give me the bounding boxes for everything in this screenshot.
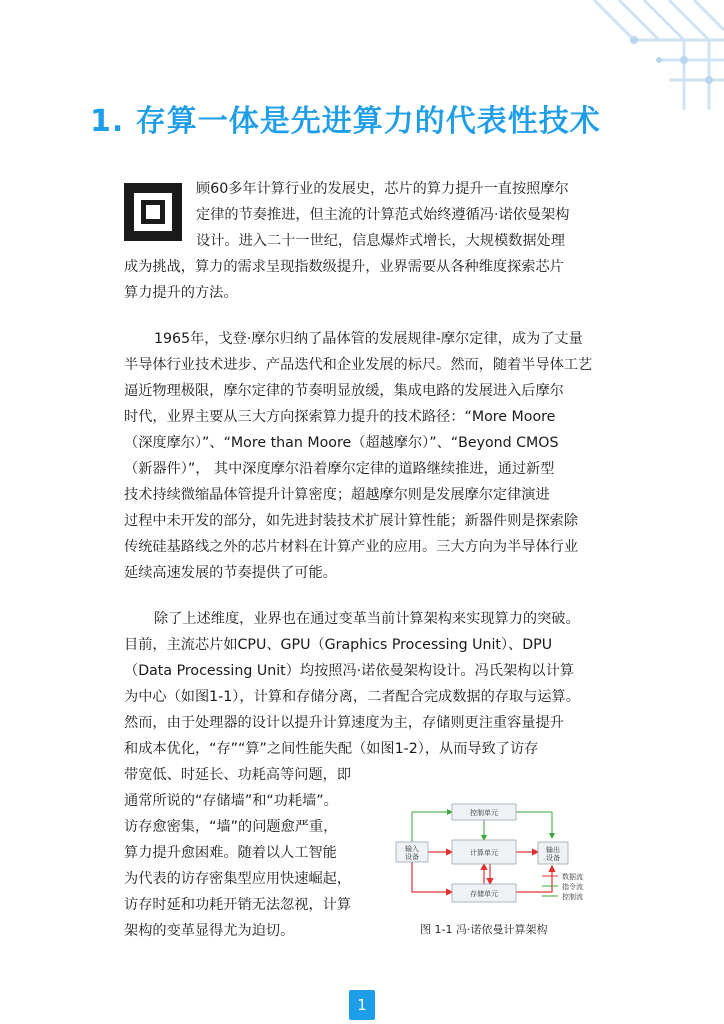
input-device-label-1: 输入 [405, 845, 419, 853]
output-device-label-2: 设备 [546, 854, 560, 862]
figure-caption: 图 1-1 冯·诺依曼计算架构 [420, 923, 548, 936]
paragraph-3-narrow [124, 762, 351, 944]
text-line: 目前，主流芯片如CPU、GPU（Graphics Processing Unit）、DPU [124, 637, 553, 653]
paragraph-2 [124, 326, 592, 586]
text-line: 逼近物理极限，摩尔定律的节奏明显放缓，集成电路的发展进入后摩尔 [124, 383, 564, 399]
text-line: 技术持续微缩晶体管提升计算密度；超越摩尔则是发展摩尔定律演进 [124, 487, 550, 503]
text-line: 算力提升的方法。 [124, 285, 238, 301]
circuit-decoration [574, 0, 724, 110]
text-line: 访存时延和功耗开销无法忽视，计算 [124, 897, 352, 913]
text-line: 设计。进入二十一世纪，信息爆炸式增长，大规模数据处理 [196, 233, 565, 249]
legend-instruction-flow: 指令流 [562, 883, 583, 891]
paragraph-3 [124, 606, 580, 762]
text-line: 1965年，戈登·摩尔归纳了晶体管的发展规律-摩尔定律，成为了丈量 [154, 331, 583, 347]
legend-data-flow: 数据流 [562, 873, 583, 881]
control-unit-label: 控制单元 [470, 809, 498, 817]
text-line: 顾60多年计算行业的发展史，芯片的算力提升一直按照摩尔 [196, 181, 569, 197]
text-line: 过程中未开发的部分，如先进封装技术扩展计算性能；新器件则是探索除 [124, 513, 579, 529]
text-line: 成为挑战，算力的需求呈现指数级提升，业界需要从各种维度探索芯片 [124, 259, 564, 275]
legend-control-flow: 控制流 [562, 893, 583, 901]
text-line: 时代，业界主要从三大方向探索算力提升的技术路径：“More Moore [124, 409, 556, 425]
text-line: 延续高速发展的节奏提供了可能。 [124, 565, 337, 581]
text-line: （Data Processing Unit）均按照冯·诺依曼架构设计。冯氏架构以计算 [124, 663, 574, 679]
text-line: 定律的节奏推进，但主流的计算范式始终遵循冯·诺依曼架构 [196, 207, 570, 223]
text-line: 为中心（如图1-1），计算和存储分离，二者配合完成数据的存取与运算。 [124, 689, 580, 705]
drop-cap-glyph [124, 183, 182, 241]
text-line: 架构的变革显得尤为迫切。 [124, 923, 295, 939]
text-line: 通常所说的“存储墙”和“功耗墙”。 [124, 793, 338, 809]
text-line: 算力提升愈困难。随着以人工智能 [124, 845, 337, 861]
input-device-label-2: 设备 [405, 853, 419, 861]
paragraph-1-top [196, 176, 569, 254]
text-line: （新器件）”， 其中深度摩尔沿着摩尔定律的道路继续推进，通过新型 [124, 461, 555, 477]
paragraph-1-rest [124, 254, 564, 306]
storage-unit-label: 存储单元 [470, 890, 498, 898]
section-title: 1. 存算一体是先进算力的代表性技术 [90, 104, 601, 139]
text-line: 传统硅基路线之外的芯片材料在计算产业的应用。三大方向为半导体行业 [124, 539, 579, 555]
text-line: 除了上述维度，业界也在通过变革当前计算架构来实现算力的突破。 [154, 611, 580, 627]
text-line: 半导体行业技术进步、产品迭代和企业发展的标尺。然而，随着半导体工艺 [124, 357, 593, 373]
text-line: 访存愈密集，“墙”的问题愈严重， [124, 819, 338, 835]
output-device-label-1: 输出 [546, 846, 560, 854]
von-neumann-diagram [392, 800, 612, 910]
text-line: （深度摩尔）”、“More than Moore（超越摩尔）”、“Beyond CMOS [124, 435, 559, 451]
text-line: 带宽低、时延长、功耗高等问题，即 [124, 767, 352, 783]
page-number: 1 [349, 990, 375, 1020]
text-line: 和成本优化，“存”“算”之间性能失配（如图1-2），从而导致了访存 [124, 741, 539, 757]
text-line: 然而，由于处理器的设计以提升计算速度为主，存储则更注重容量提升 [124, 715, 564, 731]
text-line: 为代表的访存密集型应用快速崛起， [124, 871, 352, 887]
compute-unit-label: 计算单元 [470, 849, 498, 857]
